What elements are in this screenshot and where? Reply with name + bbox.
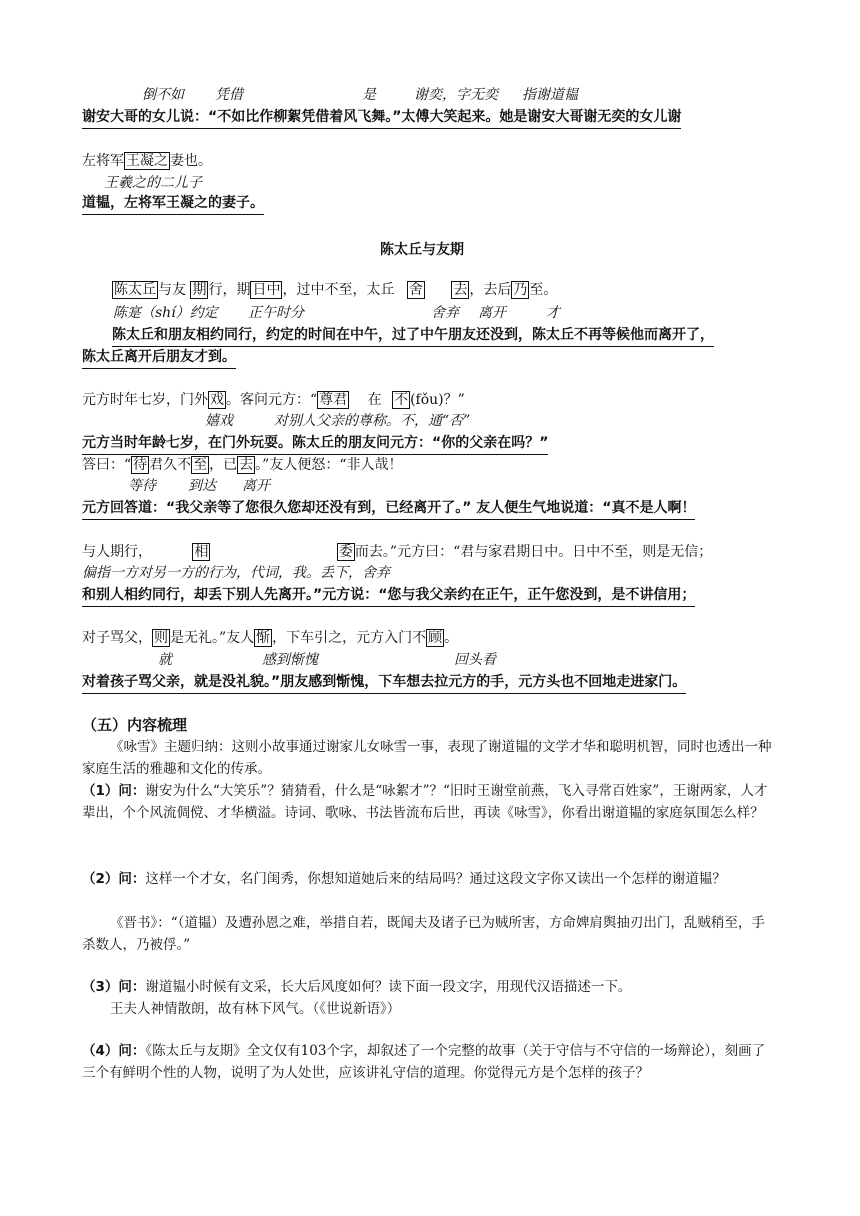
annotation: 偏指一方对另一方的行为，代词，我。丢下，舍弃: [82, 565, 390, 581]
question-label: （4）问：: [82, 1043, 146, 1059]
annotation: 是: [362, 87, 376, 103]
translation-line: 道韫，左将军王凝之的妻子。: [82, 194, 264, 215]
keyword-box: 日中: [252, 282, 281, 298]
classical-line: 对子骂父， 则 是无礼。”友人 惭 ，下车引之，元方入门不 顾 。: [82, 630, 459, 646]
classical-line: 左将军 王凝之 妻也。: [82, 153, 212, 169]
annotation: 正午时分: [248, 305, 304, 321]
question-label: （3）问：: [82, 979, 146, 995]
keyword-box: 至: [193, 457, 208, 473]
question-label: （2）问：: [82, 871, 146, 887]
annotation: 舍弃: [431, 305, 459, 321]
question-4: （4）问：《陈太丘与友期》全文仅有103个字，却叙述了一个完整的故事（关于守信与不守信的一场辩论），刻画了三个有鲜明个性的人物，说明了为人处世，应该讲礼守信的道理。你觉得元方是个怎样的孩子？: [82, 1043, 766, 1081]
story-title: 陈太丘与友期: [380, 242, 464, 258]
keyword-box: 王凝之: [126, 153, 168, 169]
translation-line: 元方当时年龄七岁，在门外玩耍。陈太丘的朋友问元方：“你的父亲在吗？”: [82, 434, 548, 455]
translation-line: 陈太丘离开后朋友才到。: [82, 348, 236, 369]
classical-line: 答曰：“ 待 君久不 至 ，已 去 。”友人便怒：“非人哉！: [82, 457, 403, 473]
question-3: （3）问：谢道韫小时候有文采，长大后风度如何？读下面一段文字，用现代汉语描述一下。: [82, 979, 632, 995]
question-2: （2）问：这样一个才女，名门闺秀，你想知道她后来的结局吗？通过这段文字你又读出一个怎样的谢道韫？: [82, 871, 726, 887]
classical-line: 元方时年七岁，门外 戏 。客问元方：“ 尊君 在 不 (fǒu)？”: [82, 392, 465, 408]
annotation: 王羲之的二儿子: [104, 175, 202, 191]
keyword-box: 戏: [210, 392, 224, 408]
annotation: 倒不如: [142, 87, 184, 103]
keyword-box: 相: [194, 544, 209, 560]
keyword-box: 委: [338, 544, 353, 560]
keyword-box: 不: [394, 392, 409, 408]
annotation: 到达: [188, 478, 216, 494]
annotation: 对别人父亲的尊称。不，通“否”: [274, 413, 471, 429]
annotation: 回头看: [454, 652, 496, 668]
annotation: 离开: [478, 305, 506, 321]
annotation: 等待: [128, 478, 156, 494]
question-label: （1）问：: [82, 783, 146, 799]
keyword-box: 去: [453, 282, 468, 298]
keyword-box: 乃: [513, 282, 528, 298]
translation-line: 和别人相约同行，却丢下别人先离开。”元方说：“您与我父亲约在正午，正午您没到，是不讲信用；: [82, 586, 695, 607]
annotation: 指谢道韫: [522, 87, 578, 103]
annotation: 陈寔（shí）约定: [113, 305, 218, 321]
keyword-box: 期: [192, 282, 207, 298]
annotation: 嬉戏: [205, 413, 233, 429]
section-heading: （五）内容梳理: [82, 716, 188, 734]
annotation: 就: [158, 652, 172, 668]
annotation: 离开: [242, 478, 270, 494]
classical-line: 与人期行， 相 委 而去。”元方曰：“君与家君期日中。日中不至，则是无信；: [82, 544, 713, 560]
classical-line: 陈太丘 与友 期 行，期 日中 ，过中不至，太丘 舍 去 ，去后 乃 至。: [114, 282, 558, 298]
keyword-box: 陈太丘: [114, 282, 156, 298]
translation-line: 陈太丘和朋友相约同行，约定的时间在中午，过了中午朋友还没到，陈太丘不再等候他而离开了，: [112, 326, 714, 347]
translation-line: 元方回答道：“我父亲等了您很久您却还没有到，已经离开了。” 友人便生气地说道：“真不是人啊！: [82, 499, 695, 520]
question-1: （1）问：谢安为什么“大笑乐”？猜猜看，什么是“咏絮才”？“旧时王谢堂前燕，飞入寻常百姓家”，王谢两家，人才辈出，个个风流倜傥、才华横溢。诗词、歌咏、书法皆流布后世，再读《咏雪》，你看出谢道韫的家庭氛围怎么样？: [82, 783, 768, 821]
translation-line: 谢安大哥的女儿说：“不如比作柳絮凭借着风飞舞。”太傅大笑起来。她是谢安大哥谢无奕的女儿谢: [82, 108, 681, 129]
keyword-box: 顾: [428, 630, 443, 646]
keyword-box: 待: [133, 457, 148, 473]
keyword-box: 则: [154, 630, 168, 646]
annotation: 才: [546, 305, 560, 321]
annotation: 感到惭愧: [262, 652, 318, 668]
keyword-box: 舍: [408, 282, 423, 298]
keyword-box: 尊君: [319, 392, 348, 408]
keyword-box: 惭: [256, 630, 271, 646]
keyword-box: 去: [239, 457, 254, 473]
theme-paragraph: 《咏雪》主题归纳：这则小故事通过谢家儿女咏雪一事，表现了谢道韫的文学才华和聪明机智，同时也透出一种家庭生活的雅趣和文化的传承。: [82, 739, 772, 777]
annotation: 凭借: [215, 87, 243, 103]
translation-line: 对着孩子骂父亲，就是没礼貌。”朋友感到惭愧，下车想去拉元方的手，元方头也不回地走进家门。: [82, 673, 686, 694]
annotation: 谢奕，字无奕: [414, 87, 498, 103]
quote-shishuo: 王夫人神情散朗，故有林下风气。（《世说新语》）: [110, 1001, 401, 1017]
quote-jinshu: 《晋书》：“（道韫）及遭孙恩之难，举措自若，既闻夫及诸子已为贼所害，方命婢肩舆抽刃出门，乱贼稍至，手杀数人，乃被俘。”: [82, 915, 765, 953]
